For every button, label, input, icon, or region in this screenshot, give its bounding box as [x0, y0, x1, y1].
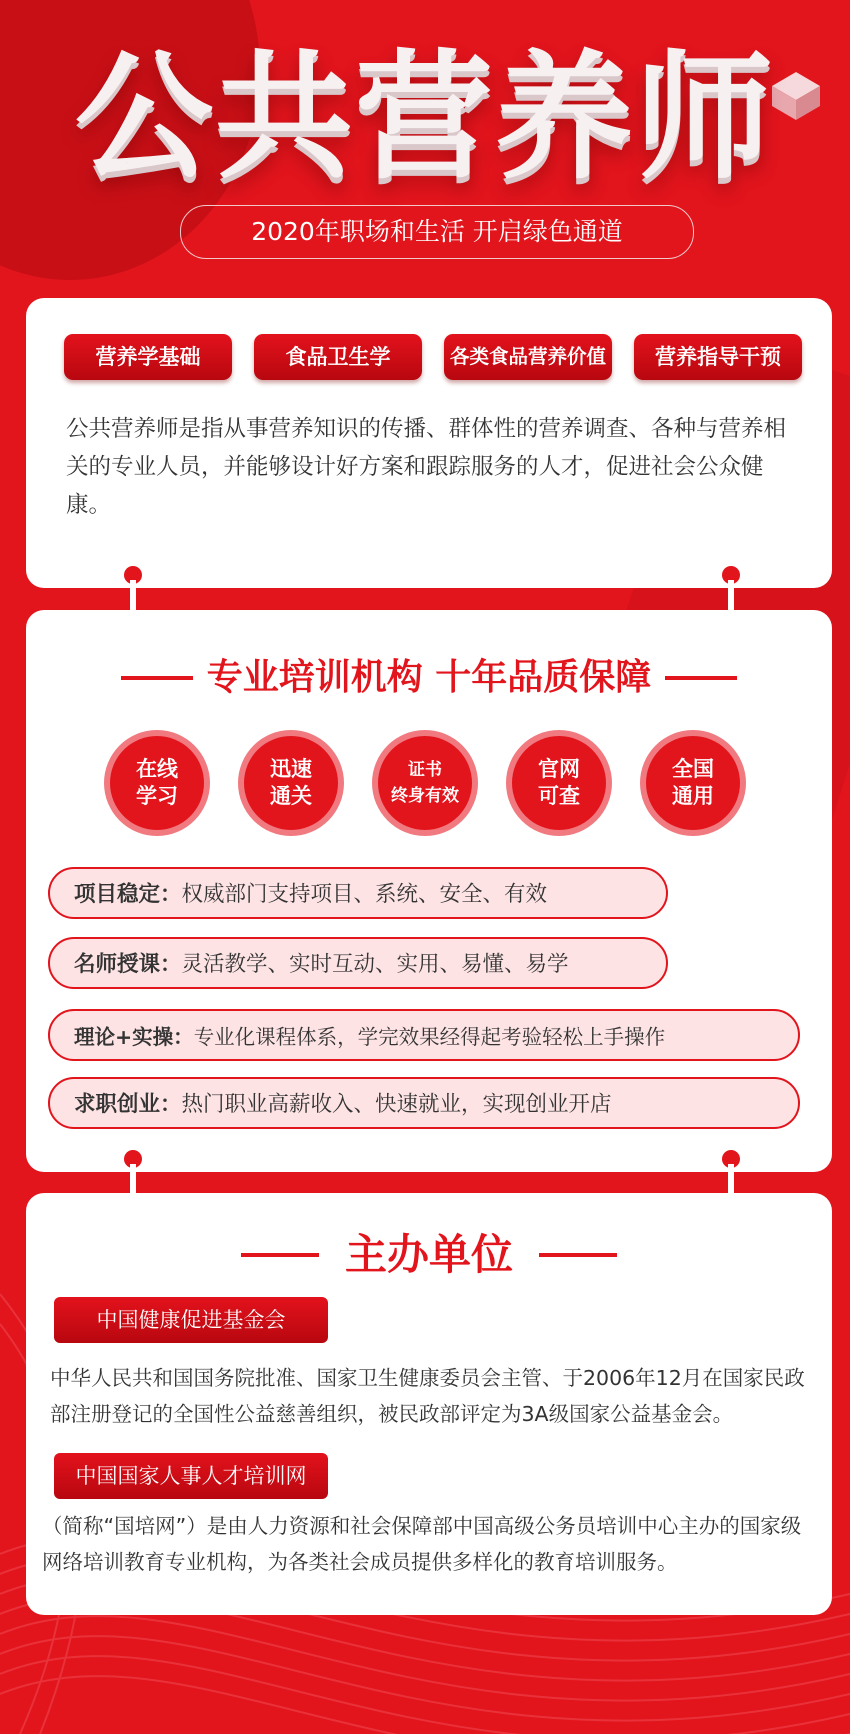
organizer-description: 中华人民共和国国务院批准、国家卫生健康委员会主管、于2006年12月在国家民政部注册登记的全国性公益慈善组织，被民政部评定为3A级国家公益基金会。: [50, 1366, 805, 1426]
topic-tags: [64, 334, 802, 380]
feature-badge: 全国 通用: [640, 730, 746, 836]
feature-badge: 在线 学习: [104, 730, 210, 836]
feature-row: 项目稳定：权威部门支持项目、系统、安全、有效: [48, 867, 668, 919]
topic-tag: 各类食品营养价值: [444, 334, 612, 380]
feature-row: 理论+实操：专业化课程体系，学完效果经得起考验轻松上手操作: [48, 1009, 800, 1061]
feature-badge: 官网 可查: [506, 730, 612, 836]
training-card: [26, 610, 832, 1172]
organizers-card: [26, 1193, 832, 1615]
topic-tag: 食品卫生学: [254, 334, 422, 380]
feature-row: 名师授课：灵活教学、实时互动、实用、易懂、易学: [48, 937, 668, 989]
organizer-description: （简称“国培网”）是由人力资源和社会保障部中国高级公务员培训中心主办的国家级网络培训教育专业机构，为各类社会成员提供多样化的教育培训服务。: [42, 1514, 802, 1574]
organizer-name: 中国国家人事人才培训网: [54, 1453, 328, 1499]
intro-description: 公共营养师是指从事营养知识的传播、群体性的营养调查、各种与营养相关的专业人员，并能够设计好方案和跟踪服务的人才，促进社会公众健康。: [66, 416, 787, 518]
feature-badge: 迅速 通关: [238, 730, 344, 836]
hero-title: 公共营养师: [74, 37, 775, 198]
feature-badges: [104, 730, 774, 836]
hero-subtitle: 2020年职场和生活 开启绿色通道: [180, 205, 694, 259]
training-title: 专业培训机构 十年品质保障: [26, 654, 832, 701]
organizers-title: 主办单位: [26, 1225, 832, 1282]
feature-badge: 证书 终身有效: [372, 730, 478, 836]
topic-tag: 营养学基础: [64, 334, 232, 380]
topic-tag: 营养指导干预: [634, 334, 802, 380]
intro-card: [26, 298, 832, 588]
feature-row: 求职创业：热门职业高薪收入、快速就业，实现创业开店: [48, 1077, 800, 1129]
organizer-name: 中国健康促进基金会: [54, 1297, 328, 1343]
